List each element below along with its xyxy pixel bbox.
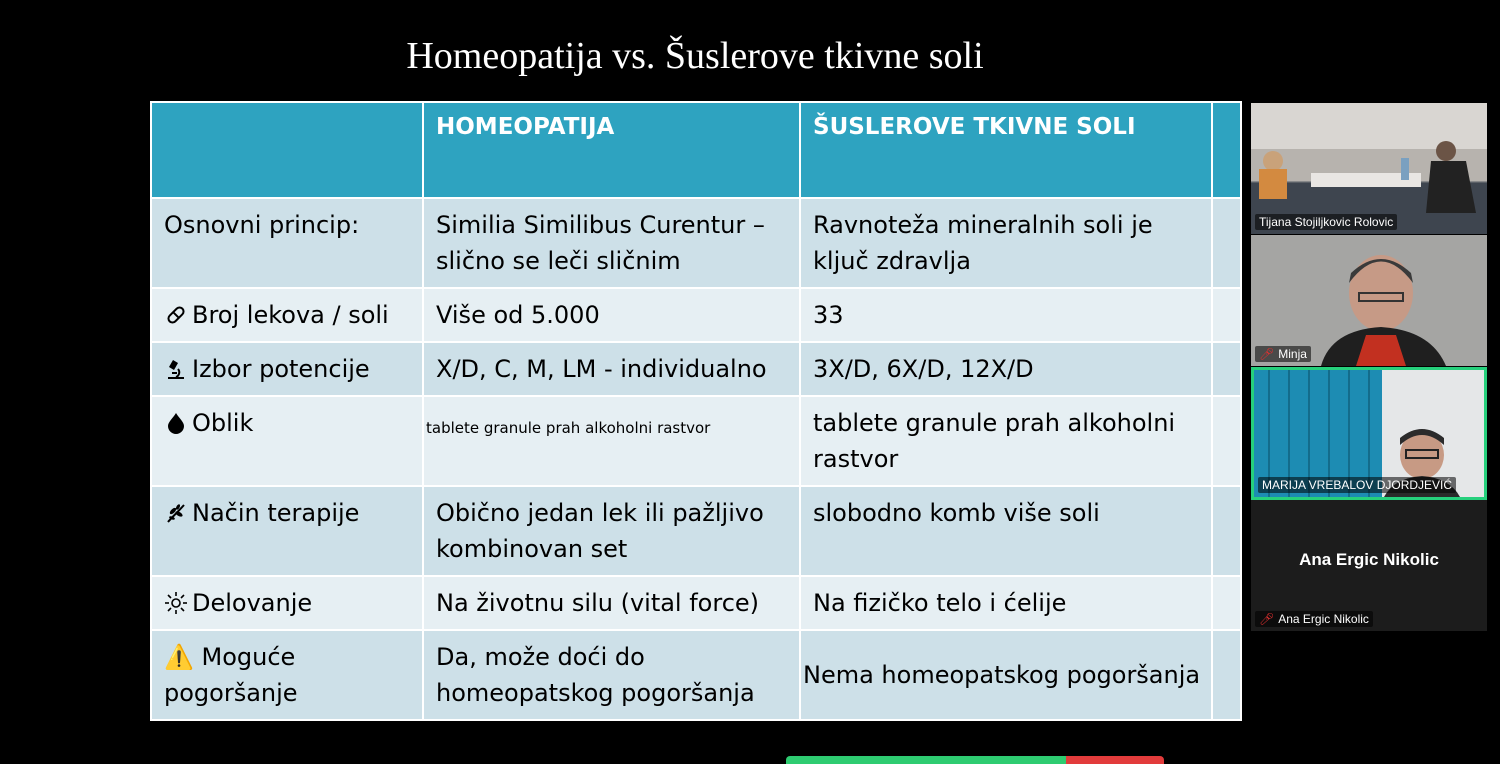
cell-extra	[1212, 576, 1241, 630]
cell-extra	[1212, 396, 1241, 486]
row-label	[151, 576, 423, 630]
cell-homeopatija: Više od 5.000	[423, 288, 800, 342]
participant-name: MARIJA VREBALOV DJORDJEVIĆ	[1258, 477, 1456, 493]
sun-icon	[164, 585, 192, 621]
row-label-text: Način terapije	[192, 499, 360, 527]
participant-tile[interactable]	[1251, 500, 1487, 631]
slide-title: Homeopatija vs. Šuslerove tkivne soli	[406, 35, 984, 77]
header-homeopatija: HOMEOPATIJA	[423, 102, 800, 198]
mic-muted-icon: 🎤︎	[1259, 612, 1275, 626]
cell-homeopatija: X/D, C, M, LM - individualno	[423, 342, 800, 396]
participant-name	[1255, 611, 1373, 627]
cell-extra	[1212, 198, 1241, 288]
participant-name-text: Minja	[1278, 347, 1307, 361]
cell-homeopatija: Na životnu silu (vital force)	[423, 576, 800, 630]
participant-tile[interactable]	[1251, 235, 1487, 366]
participant-name: Tijana Stojiljkovic Rolovic	[1255, 214, 1397, 230]
cell-extra	[1212, 486, 1241, 576]
cell-suslerove: Ravnoteža mineralnih soli je ključ zdravlja	[800, 198, 1212, 288]
drop-icon	[164, 405, 192, 441]
cell-homeopatija: tablete granule prah alkoholni rastvor	[423, 396, 800, 486]
cell-suslerove: Nema homeopatskog pogoršanja	[800, 630, 1212, 720]
table-row	[151, 630, 1241, 720]
cell-suslerove: 3X/D, 6X/D, 12X/D	[800, 342, 1212, 396]
bottom-end-button[interactable]	[1066, 756, 1164, 764]
cell-extra	[1212, 288, 1241, 342]
row-label	[151, 342, 423, 396]
participant-tile[interactable]	[1251, 103, 1487, 234]
microscope-icon	[164, 351, 192, 387]
row-label-text: Broj lekova / soli	[192, 301, 389, 329]
cell-homeopatija: Da, može doći do homeopatskog pogoršanja	[423, 630, 800, 720]
cell-homeopatija: Similia Similibus Curentur – slično se leči sličnim	[423, 198, 800, 288]
cell-suslerove: slobodno komb više soli	[800, 486, 1212, 576]
cell-extra	[1212, 342, 1241, 396]
bottom-toolbar-button[interactable]	[786, 756, 1066, 764]
cell-suslerove: Na fizičko telo i ćelije	[800, 576, 1212, 630]
table-row	[151, 342, 1241, 396]
row-label-text: Osnovni princip:	[164, 211, 360, 239]
row-label	[151, 288, 423, 342]
header-empty	[151, 102, 423, 198]
mic-muted-icon: 🎤︎	[1259, 347, 1275, 361]
participant-name-text: Ana Ergic Nikolic	[1278, 612, 1369, 626]
pill-icon	[164, 297, 192, 333]
participant-name-large: Ana Ergic Nikolic	[1299, 550, 1439, 569]
table-row	[151, 288, 1241, 342]
participant-tile-active-speaker[interactable]	[1251, 367, 1487, 500]
row-label-text: Izbor potencije	[192, 355, 370, 383]
cell-suslerove: 33	[800, 288, 1212, 342]
row-label	[151, 396, 423, 486]
participant-name	[1255, 346, 1311, 362]
herb-icon	[164, 495, 192, 531]
row-label	[151, 630, 423, 720]
comparison-table	[150, 101, 1240, 707]
row-label-text: Delovanje	[192, 589, 313, 617]
row-label	[151, 486, 423, 576]
table-row	[151, 198, 1241, 288]
table-row	[151, 396, 1241, 486]
table-row	[151, 576, 1241, 630]
table-header-row	[151, 102, 1241, 198]
cell-homeopatija: Obično jedan lek ili pažljivo kombinovan set	[423, 486, 800, 576]
header-extra	[1212, 102, 1241, 198]
cell-suslerove: tablete granule prah alkoholni rastvor	[800, 396, 1212, 486]
row-label-text: ⚠️ Moguće pogoršanje	[164, 643, 298, 707]
table-row	[151, 486, 1241, 576]
header-suslerove-soli: ŠUSLEROVE TKIVNE SOLI	[800, 102, 1212, 198]
row-label	[151, 198, 423, 288]
row-label-text: Oblik	[192, 409, 254, 437]
cell-extra	[1212, 630, 1241, 720]
